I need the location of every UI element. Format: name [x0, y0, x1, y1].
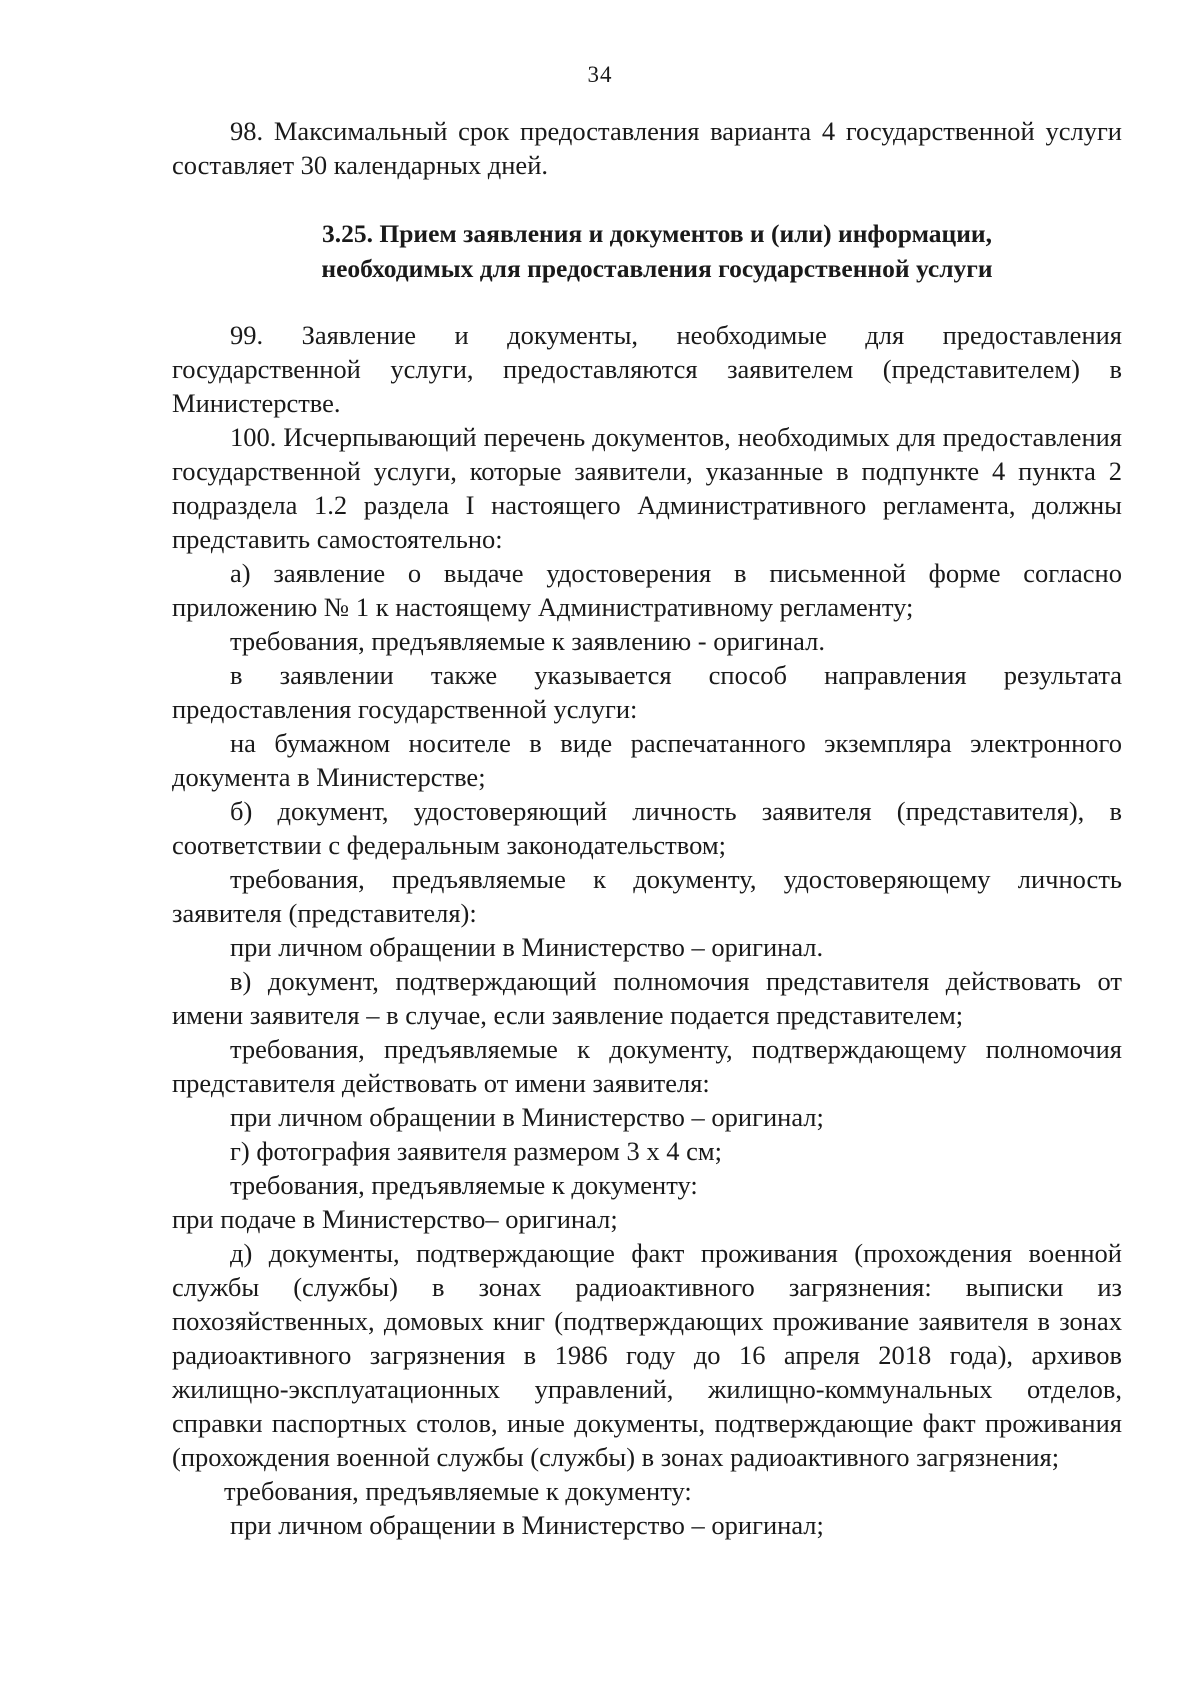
- section-heading-line-2: необходимых для предоставления государственной услуги: [321, 254, 993, 283]
- item-g-original: при подаче в Министерство– оригинал;: [172, 1204, 618, 1234]
- item-g: г) фотография заявителя размером 3 х 4 см;: [230, 1136, 722, 1166]
- section-heading-line-1: 3.25. Прием заявления и документов и (или) информации,: [322, 219, 992, 248]
- item-v-original: при личном обращении в Министерство – оригинал;: [230, 1102, 824, 1132]
- item-g-requirements: требования, предъявляемые к документу:: [230, 1170, 698, 1200]
- paragraph-100: 100. Исчерпывающий перечень документов, необходимых для предоставления государственной услуги, которые заявители, указанные в подпункте 4 пункта 2 подраздела 1.2 раздела I настоящего Административного регламента, должны представить самостоятельно:: [172, 422, 1122, 554]
- item-d-original: при личном обращении в Министерство – оригинал;: [230, 1510, 824, 1540]
- item-b-original: при личном обращении в Министерство – оригинал.: [230, 932, 824, 962]
- item-a-delivery-method: в заявлении также указывается способ направления результата предоставления государственной услуги:: [172, 660, 1122, 724]
- section-heading: [172, 216, 1122, 286]
- paragraph-98: 98. Максимальный срок предоставления варианта 4 государственной услуги составляет 30 календарных дней.: [172, 116, 1122, 180]
- item-d: д) документы, подтверждающие факт проживания (прохождения военной службы (службы) в зонах радиоактивного загрязнения: выписки из похозяйственных, домовых книг (подтверждающих проживание заявителя в зонах радиоактивного загрязнения в 1986 году до 16 апреля 2018 года), архивов жилищно-эксплуатационных управлений, жилищно-коммунальных отделов, справки паспортных столов, иные документы, подтверждающие факт проживания (прохождения военной службы (службы) в зонах радиоактивного загрязнения;: [172, 1238, 1122, 1472]
- item-a-delivery-paper: на бумажном носителе в виде распечатанного экземпляра электронного документа в Министерстве;: [172, 728, 1122, 792]
- paragraph-99: 99. Заявление и документы, необходимые для предоставления государственной услуги, предоставляются заявителем (представителем) в Министерстве.: [172, 320, 1122, 418]
- item-b-requirements: требования, предъявляемые к документу, удостоверяющему личность заявителя (представителя):: [172, 864, 1122, 928]
- item-v-requirements: требования, предъявляемые к документу, подтверждающему полномочия представителя действовать от имени заявителя:: [172, 1034, 1122, 1098]
- item-b: б) документ, удостоверяющий личность заявителя (представителя), в соответствии с федеральным законодательством;: [172, 796, 1122, 860]
- page-number: 34: [587, 62, 613, 87]
- item-a-requirements: требования, предъявляемые к заявлению - оригинал.: [230, 626, 825, 656]
- item-v: в) документ, подтверждающий полномочия представителя действовать от имени заявителя – в случае, если заявление подается представителем;: [172, 966, 1122, 1030]
- item-a: а) заявление о выдаче удостоверения в письменной форме согласно приложению № 1 к настоящему Административному регламенту;: [172, 558, 1122, 622]
- document-body: [172, 114, 1122, 1542]
- item-d-requirements: требования, предъявляемые к документу:: [224, 1476, 692, 1506]
